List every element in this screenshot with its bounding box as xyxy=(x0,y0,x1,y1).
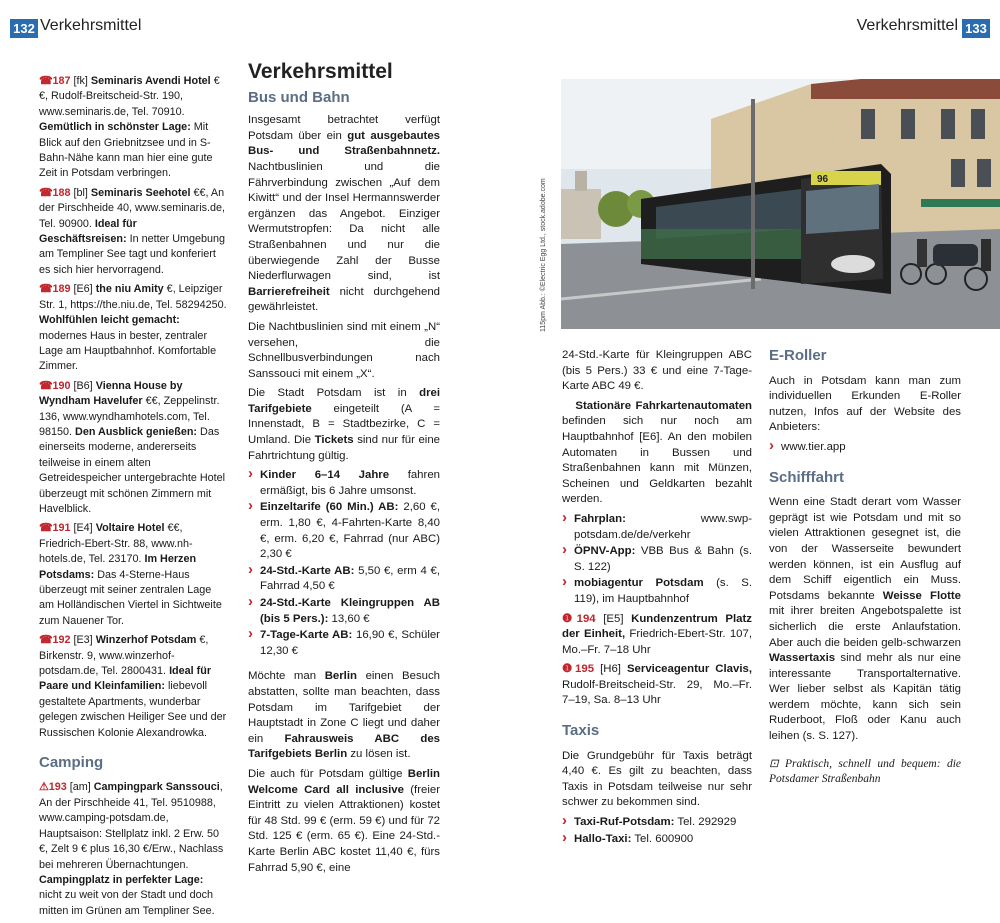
phone-icon: ☎ xyxy=(39,283,53,296)
hotel-description: In netter Umgebung am Templiner See tagt und konferiert es sich hier hervorragend. xyxy=(39,233,226,276)
paragraph: Wenn eine Stadt derart vom Wasser geprägt ist wie Potsdam und mit so vielen Attraktionen gesegnet ist, die von der Wasserseite bewundert werden können, ist ein Ausflug auf dem Schiff eigentlich ein Muss. Potsdams bekannte Weisse Flotte mit ihrer breiten Angebotspalette ist sicherlich die erste Anlaufstation. Aber auch die beiden gelb-schwarzen Wassertaxis sind mehr als nur eine interessante Transportalternative. Wer lieber selbst als Kapitän tätig werdem möchte, kann sich sein Ruderboot, Floß oder Kanu auch leihen (s. S. 127). xyxy=(769,496,961,743)
map-ref: [E5] xyxy=(603,612,624,625)
info-icon: ❶ xyxy=(562,663,576,676)
list-label: 24-Std.-Karte Kleingruppen AB (bis 5 Pers.): xyxy=(260,597,440,625)
hotel-name: Seminaris Avendi Hotel xyxy=(90,75,211,87)
page-number: 133 xyxy=(962,19,990,38)
hotel-name: Voltaire Hotel xyxy=(95,522,165,535)
camping-heading: Camping xyxy=(39,754,104,772)
list-text: Tel. 292929 xyxy=(677,816,737,829)
paragraph: 24-Std.-Karte für Kleingruppen ABC (bis 5 Pers.) 33 € und eine 7-Tage-Karte ABC 49 €. xyxy=(562,349,752,393)
hotel-highlight: Im Herzen Potsdams: xyxy=(39,553,197,581)
hotel-address: , An der Pirschheide 40, www.seminaris.de, Tel. 90900. xyxy=(39,186,226,230)
hotel-name: Vienna House by Wyndham Havelufer xyxy=(39,379,183,408)
hotel-name: Winzerhof Potsdam xyxy=(95,634,197,647)
map-ref: [bl] xyxy=(73,186,88,199)
entry-number: 188 xyxy=(52,186,71,199)
paragraph: Die auch für Potsdam gültige Berlin Welcome Card all inclusive (freier Eintritt zu vielen Attraktionen) kostet für 48 Std. 99 € (erm. 59 €) und für 72 Std. 125 € (erm. 65 €). Eine 24-Std.-Karte Berlin ABC kostet 11,40 €, fürs Fahrrad 5,90 €, eine xyxy=(248,767,441,874)
service-office-entry xyxy=(562,662,752,709)
price-class: € xyxy=(199,634,206,647)
phone-icon: ☎ xyxy=(39,75,53,87)
taxis-heading: Taxis xyxy=(562,722,600,740)
entry-number: 195 xyxy=(575,663,595,676)
entry-number: 191 xyxy=(52,522,71,535)
eroller-heading: E-Roller xyxy=(769,347,827,364)
office-name: Kundenzentrum Platz der Einheit, xyxy=(562,612,752,641)
office-name: Serviceagentur Clavis, xyxy=(626,663,752,676)
list-label: Fahrplan: xyxy=(574,512,626,525)
info-list xyxy=(562,512,752,608)
list-label: 24-Std.-Karte AB: xyxy=(260,564,355,577)
tariff-item xyxy=(248,596,440,627)
map-ref: [E3] xyxy=(73,634,93,647)
hotel-address: , Rudolf-Breitscheid-Str. 190, www.seminaris.de, Tel. 70910. xyxy=(39,90,185,118)
map-ref: [B6] xyxy=(73,379,93,392)
list-text: 5,50 €, erm 4 €, Fahrrad 4,50 € xyxy=(260,564,440,593)
right-page xyxy=(500,0,1000,845)
hotel-highlight: Ideal für Geschäftsreisen: xyxy=(39,217,137,246)
map-ref: [E6] xyxy=(73,283,93,296)
list-label: Taxi-Ruf-Potsdam: xyxy=(574,816,675,829)
subsection-heading: Bus und Bahn xyxy=(248,88,350,106)
paragraph: Die Grundgebühr für Taxis beträgt 4,40 €. Es gilt zu beachten, dass Taxis in Potsdam teilweise nur sehr schwer zu bekommen sind. xyxy=(562,749,752,809)
hotel-entry xyxy=(39,633,227,741)
entry-number: 187 xyxy=(52,75,71,87)
transport-column-2 xyxy=(562,348,752,851)
entry-number: 194 xyxy=(576,612,596,625)
info-item xyxy=(562,576,752,607)
paragraph: Die Stadt Potsdam ist in drei Tarifgebiete eingeteilt (A = Innenstadt, B = Stadtbezirke, C = Umland. Die Tickets sind nur für eine Fahrtrichtung gültig. xyxy=(248,387,441,462)
map-ref: [fk] xyxy=(73,75,88,87)
image-icon: ⊡ xyxy=(769,757,786,770)
price-class: € xyxy=(166,283,173,296)
hotel-address: , Birkenstr. 9, www.winzerhof-potsdam.de, Tel. 2800431. xyxy=(39,634,209,678)
schifffahrt-heading: Schifffahrt xyxy=(769,468,844,486)
phone-icon: ☎ xyxy=(39,522,53,535)
hotel-description: Mit Blick auf den Griebnitzsee und in S-Bahn-Nähe kann man hier eine gute Zeit in Potsdam verbringen. xyxy=(39,121,213,180)
office-details: Friedrich-Ebert-Str. 107, Mo.–Fr. 7–18 Uhr xyxy=(562,628,752,656)
tram-illustration xyxy=(561,79,1000,329)
list-text: 16,90 €, Schüler 12,30 € xyxy=(260,629,440,657)
hotel-description: Das 4-Sterne-Haus überzeugt mit seiner zentralen Lage am Holländischen Viertel in Sichtweite zum Nauener Tor. xyxy=(39,568,222,627)
price-class: €€ xyxy=(193,186,206,199)
hotel-name: the niu Amity xyxy=(95,283,164,296)
hotel-column xyxy=(39,74,227,923)
photo-caption: ⊡ Praktisch, schnell und bequem: die Potsdamer Straßenbahn xyxy=(769,757,961,785)
paragraph: Möchte man Berlin einen Besuch abstatten, sollte man beachten, dass Potsdam im Tarifgebiet der Hauptstadt in Zone C liegt und daher ein Fahrausweis ABC des Tarifgebiets Berlin zu lösen ist. xyxy=(248,670,441,761)
hotel-highlight: Wohlfühlen leicht gemacht: xyxy=(39,314,180,327)
list-text: 13,60 € xyxy=(331,612,370,625)
list-text: (s. S. 119), im Hauptbahnhof xyxy=(574,577,752,605)
taxi-item xyxy=(562,832,752,848)
hotel-address: , Friedrich-Ebert-Str. 88, www.nh-hotels.de, Tel. 23170. xyxy=(39,522,193,566)
transport-column xyxy=(248,60,441,880)
hotel-entry xyxy=(39,379,227,518)
info-item xyxy=(562,512,752,543)
tariff-item xyxy=(248,468,440,499)
tariff-list xyxy=(248,468,440,659)
map-ref: [E4] xyxy=(73,522,93,535)
hotel-entry xyxy=(39,186,227,278)
info-item xyxy=(562,544,752,575)
info-icon: ❶ xyxy=(562,612,577,625)
phone-icon: ☎ xyxy=(39,379,53,392)
photo-credit: 115pm Abb.: ©Electric Egg Ltd., stock.adobe.com xyxy=(540,178,547,332)
tram-photo xyxy=(561,79,1000,329)
tariff-item xyxy=(248,564,440,595)
paragraph: Auch in Potsdam kann man zum individuellen Erkunden E-Roller nutzen, Infos auf der Website des Anbieters: xyxy=(769,374,961,434)
price-class: €€ xyxy=(167,522,180,535)
tariff-item xyxy=(248,628,440,659)
service-offices xyxy=(562,612,752,710)
entry-number: 190 xyxy=(52,379,71,392)
camping-entry: ⚠193 [am] Campingpark Sanssouci, An der Pirschheide 41, Tel. 9510988, www.camping-potsdam.de, Hauptsaison: Stellplatz inkl. 2 Erw. 50 €, Zelt 9 € plus 16,30 €/Erw., Nachlass bei mehreren Übernachtungen. Campingplatz in perfekter Lage: nicht zu weit von der Stadt und doch mitten im Grünen am Templiner See. xyxy=(39,781,224,917)
page-number: 132 xyxy=(10,19,38,38)
left-page xyxy=(0,0,500,917)
hotel-description: liebevoll gestaltete Apartments, wunderbar gelegen zwischen Heiliger See und der Russischen Kolonie Alexandrowka. xyxy=(39,680,227,739)
list-label: 7-Tage-Karte AB: xyxy=(260,629,353,642)
hotel-address: , Leipziger Str. 1, https://the.niu.de, Tel. 58294250. xyxy=(39,283,227,311)
hotel-entry xyxy=(39,74,227,182)
hotel-address: , Zeppelinstr. 136, www.wyndhamhotels.com, Tel. 98150. xyxy=(39,395,220,438)
list-text: Tel. 600900 xyxy=(634,832,694,845)
warning-icon: ⚠ xyxy=(39,781,49,794)
hotel-entry xyxy=(39,521,227,629)
service-office-entry xyxy=(562,612,752,659)
eroller-link[interactable]: › www.tier.app xyxy=(769,440,961,456)
entry-number: 189 xyxy=(52,283,71,296)
taxi-list xyxy=(562,815,752,847)
list-label: mobiagentur Potsdam xyxy=(574,577,704,590)
hotel-description: Das einerseits moderne, andererseits teilweise in einem alten Getreidespeicher untergebrachte Hotel überzeugt mit schönen Zimmern mit Havelblick. xyxy=(39,425,226,515)
list-text: fahren ermäßigt, bis 6 Jahre umsonst. xyxy=(260,469,440,497)
hotel-entry xyxy=(39,282,227,374)
entry-number: 192 xyxy=(52,634,71,647)
taxi-item xyxy=(562,815,752,831)
hotel-highlight: Ideal für Paare und Kleinfamilien: xyxy=(39,665,212,693)
running-head: Verkehrsmittel xyxy=(856,17,958,34)
tram-route-sign: 96 xyxy=(817,174,829,185)
tariff-item xyxy=(248,500,440,562)
phone-icon: ☎ xyxy=(39,186,53,199)
water-column xyxy=(769,348,961,787)
running-head: Verkehrsmittel xyxy=(40,17,142,34)
price-class: €€ xyxy=(145,395,158,408)
hotel-description: modernes Haus in bester, zentraler Lage am Hauptbahnhof. Komfortable Zimmer. xyxy=(39,329,217,373)
list-label: ÖPNV-App: xyxy=(574,545,636,558)
list-text: 2,60 €, erm. 1,80 €, 4-Fahrten-Karte 8,40 €, erm. 6,20 €, Fahrrad (nur ABC) 2,30 € xyxy=(260,501,440,561)
list-text: VBB Bus & Bahn (s. S. 122) xyxy=(574,545,752,573)
list-label: Kinder 6–14 Jahre xyxy=(260,469,390,482)
paragraph: Stationäre Fahrkartenautomaten befinden sich nur noch am Hauptbahnhof [E6]. An den mobilen Automaten in Bussen und Straßenbahnen kann mit Münzen, Scheinen und Geldkarten bezahlt werden. xyxy=(562,399,752,506)
hotel-name: Seminaris Seehotel xyxy=(90,186,191,199)
list-label: Hallo-Taxi: xyxy=(574,832,632,845)
paragraph: Die Nachtbuslinien sind mit einem „N“ versehen, die Schnellbusverbindungen nach Sanssouci mit einem „X“. xyxy=(248,320,440,380)
price-class: €€ xyxy=(39,75,220,103)
list-label: Einzeltarife (60 Min.) AB: xyxy=(260,501,399,514)
map-ref: [H6] xyxy=(600,663,621,676)
phone-icon: ☎ xyxy=(39,634,53,647)
paragraph: Insgesamt betrachtet verfügt Potsdam über ein gut ausgebautes Bus- und Straßenbahnnetz. Nachtbuslinien und die Fährverbindung zwischen „Auf dem Kiwitt“ und der Insel Hermannswerder ergänzen das Angebot. Einziger Wermutstropfen: Da nicht alle Straßenbahnen und nur die überwiegende Zahl der Busse Niederflurwagen sind, ist Barrierefreiheit nicht durchgehend gewährleistet. xyxy=(248,114,441,314)
hotel-highlight: Gemütlich in schönster Lage: xyxy=(39,121,191,134)
office-details: Rudolf-Breitscheid-Str. 29, Mo.–Fr. 7–19, Sa. 8–13 Uhr xyxy=(562,678,752,707)
section-title: Verkehrsmittel xyxy=(248,60,393,83)
list-text: www.swp-potsdam.de/de/verkehr xyxy=(574,512,752,541)
hotel-highlight: Den Ausblick genießen: xyxy=(75,425,198,438)
